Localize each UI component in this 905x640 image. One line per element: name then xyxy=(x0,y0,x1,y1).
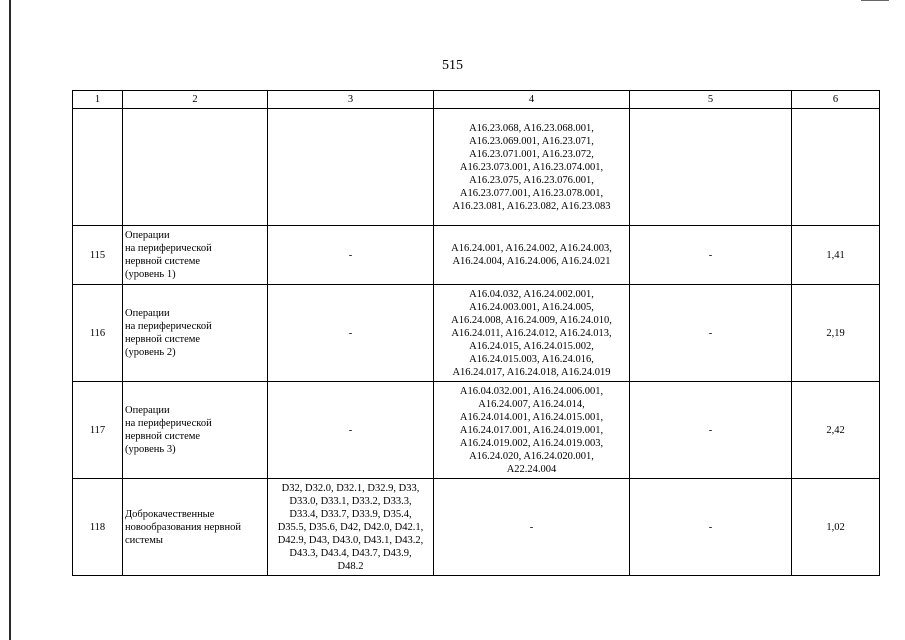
row-number-cell xyxy=(73,109,123,226)
row-number-cell: 117 xyxy=(73,382,123,479)
extra-criteria-cell xyxy=(630,109,792,226)
coefficient-cell xyxy=(792,109,880,226)
column-header: 1 xyxy=(73,91,123,109)
table-row xyxy=(73,382,880,479)
extra-criteria-cell: - xyxy=(630,285,792,382)
table-header-row xyxy=(73,91,880,109)
extra-criteria-cell: - xyxy=(630,382,792,479)
group-name-cell: Доброкачественные новообразования нервной системы xyxy=(123,479,268,576)
coefficient-cell: 1,41 xyxy=(792,226,880,285)
coefficient-cell: 1,02 xyxy=(792,479,880,576)
page-corner-mark xyxy=(861,0,889,1)
table-row xyxy=(73,479,880,576)
service-codes-cell: A16.24.001, A16.24.002, A16.24.003, A16.24.004, A16.24.006, A16.24.021 xyxy=(434,226,630,285)
group-name-cell: Операции на периферической нервной системе (уровень 2) xyxy=(123,285,268,382)
service-codes-cell: A16.23.068, A16.23.068.001, A16.23.069.001, A16.23.071, A16.23.071.001, A16.23.072, A16.23.073.001, A16.23.074.001, A16.23.075, A16.23.076.001, A16.23.077.001, A16.23.078.001, A16.23.081, A16.23.082, A16.23.083 xyxy=(434,109,630,226)
page-left-border xyxy=(9,0,11,640)
table-row xyxy=(73,226,880,285)
tariff-table xyxy=(72,90,880,576)
column-header: 3 xyxy=(268,91,434,109)
group-name-cell: Операции на периферической нервной системе (уровень 1) xyxy=(123,226,268,285)
coefficient-cell: 2,42 xyxy=(792,382,880,479)
row-number-cell: 116 xyxy=(73,285,123,382)
page-number: 515 xyxy=(442,58,463,73)
diagnosis-codes-cell xyxy=(268,109,434,226)
diagnosis-codes-cell: - xyxy=(268,285,434,382)
column-header: 6 xyxy=(792,91,880,109)
service-codes-cell: - xyxy=(434,479,630,576)
row-number-cell: 115 xyxy=(73,226,123,285)
diagnosis-codes-cell: - xyxy=(268,226,434,285)
group-name-cell: Операции на периферической нервной системе (уровень 3) xyxy=(123,382,268,479)
row-number-cell: 118 xyxy=(73,479,123,576)
service-codes-cell: A16.04.032.001, A16.24.006.001, A16.24.007, A16.24.014, A16.24.014.001, A16.24.015.001, A16.24.017.001, A16.24.019.001, A16.24.019.002, A16.24.019.003, A16.24.020, A16.24.020.001, A22.24.004 xyxy=(434,382,630,479)
extra-criteria-cell: - xyxy=(630,226,792,285)
column-header: 2 xyxy=(123,91,268,109)
table-row xyxy=(73,109,880,226)
diagnosis-codes-cell: D32, D32.0, D32.1, D32.9, D33, D33.0, D33.1, D33.2, D33.3, D33.4, D33.7, D33.9, D35.4, D35.5, D35.6, D42, D42.0, D42.1, D42.9, D43, D43.0, D43.1, D43.2, D43.3, D43.4, D43.7, D43.9, D48.2 xyxy=(268,479,434,576)
extra-criteria-cell: - xyxy=(630,479,792,576)
table-row xyxy=(73,285,880,382)
coefficient-cell: 2,19 xyxy=(792,285,880,382)
column-header: 5 xyxy=(630,91,792,109)
diagnosis-codes-cell: - xyxy=(268,382,434,479)
group-name-cell xyxy=(123,109,268,226)
service-codes-cell: A16.04.032, A16.24.002.001, A16.24.003.001, A16.24.005, A16.24.008, A16.24.009, A16.24.010, A16.24.011, A16.24.012, A16.24.013, A16.24.015, A16.24.015.002, A16.24.015.003, A16.24.016, A16.24.017, A16.24.018, A16.24.019 xyxy=(434,285,630,382)
column-header: 4 xyxy=(434,91,630,109)
